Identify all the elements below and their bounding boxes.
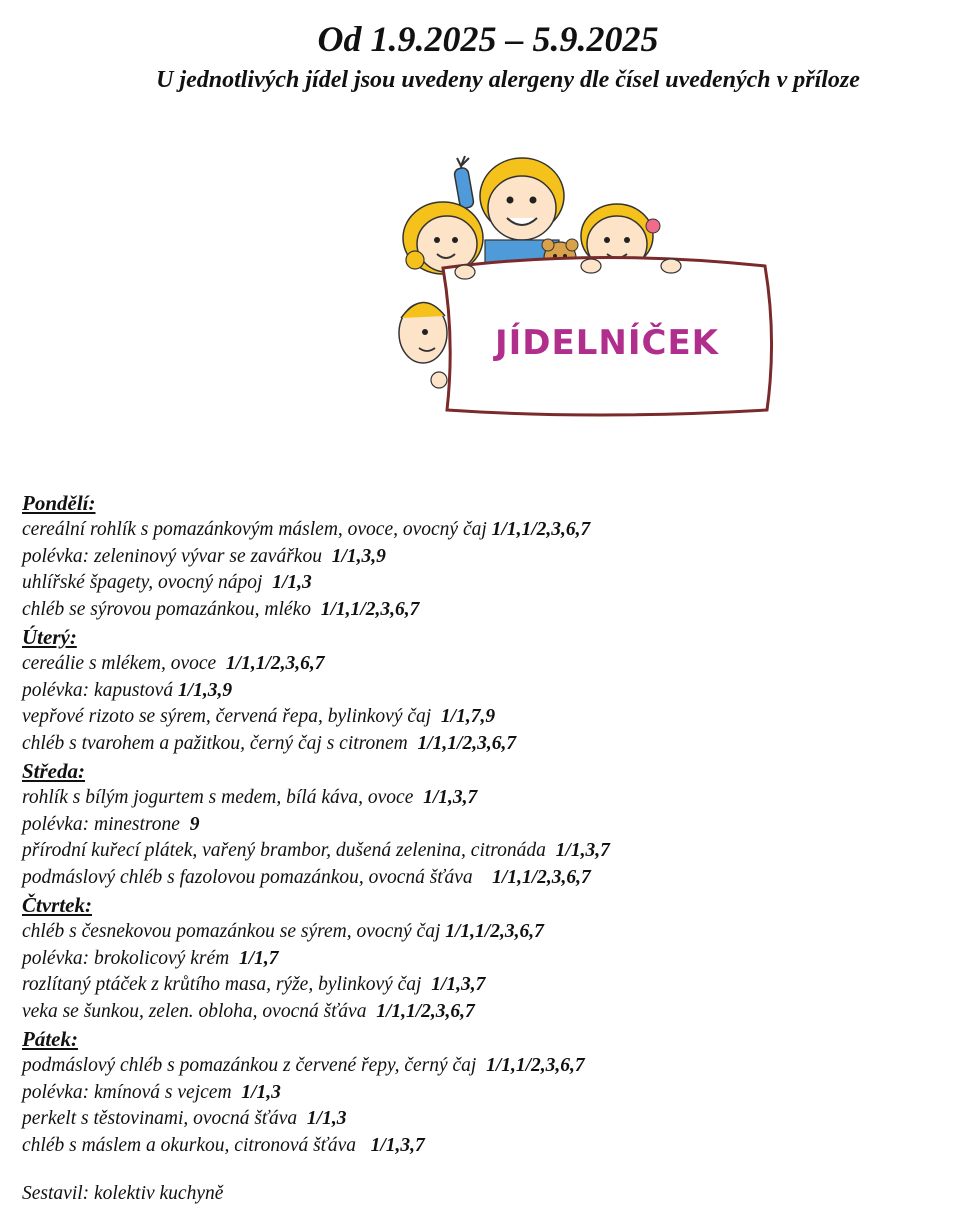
menu-item-text: veka se šunkou, zelen. obloha, ovocná šťáva: [22, 1001, 377, 1023]
page-subtitle: U jednotlivých jídel jsou uvedeny alergeny dle čísel uvedených v příloze: [156, 67, 860, 93]
page-title: Od 1.9.2025 – 5.9.2025: [317, 19, 659, 59]
menu-item: [22, 1106, 962, 1133]
menu-item-text: chléb se sýrovou pomazánkou, mléko: [22, 599, 321, 621]
allergen-codes: 1/1,7: [238, 947, 279, 969]
menu-item: [22, 1053, 962, 1080]
menu-item-text: polévka: minestrone: [22, 813, 190, 835]
allergen-codes: 1/1,1/2,3,6,7: [320, 599, 420, 621]
allergen-codes: 1/1,3,7: [370, 1135, 425, 1157]
menu-item-text: přírodní kuřecí plátek, vařený brambor, dušená zelenina, citronáda: [22, 840, 556, 862]
allergen-codes: 1/1,1/2,3,6,7: [225, 652, 325, 674]
menu-item: [22, 785, 962, 812]
menu-item-text: perkelt s těstovinami, ovocná šťáva: [22, 1108, 307, 1130]
allergen-codes: 1/1,3: [306, 1108, 347, 1130]
menu-item: [22, 999, 962, 1026]
menu-item: [22, 651, 962, 678]
allergen-codes: 1/1,3,9: [331, 545, 386, 567]
menu-item: [22, 1133, 962, 1160]
menu-item: [22, 1080, 962, 1107]
logo-text: JÍDELNÍČEK: [494, 323, 720, 363]
footer-author: Sestavil: kolektiv kuchyně: [22, 1183, 224, 1204]
allergen-codes: 1/1,1/2,3,6,7: [445, 920, 544, 942]
weekly-menu: [22, 490, 962, 1160]
allergen-codes: 1/1,3,7: [431, 974, 486, 996]
menu-item: [22, 517, 962, 544]
day-heading: Úterý:: [22, 624, 77, 649]
menu-item-text: chléb s česnekovou pomazánkou se sýrem, ovocný čaj: [22, 920, 446, 942]
day-heading: Pondělí:: [22, 491, 96, 515]
allergen-codes: 1/1,3: [241, 1081, 281, 1103]
allergen-codes: 1/1,1/2,3,6,7: [486, 1054, 585, 1076]
menu-item: [22, 731, 962, 758]
menu-item-text: podmáslový chléb s fazolovou pomazánkou, ovocná šťáva: [22, 867, 493, 889]
allergen-codes: 1/1,1/2,3,6,7: [376, 1001, 475, 1023]
allergen-codes: 9: [189, 813, 200, 835]
jidelnicek-logo: [395, 148, 790, 426]
menu-item: [22, 678, 962, 705]
menu-item-text: chléb s máslem a okurkou, citronová šťáva: [22, 1135, 371, 1157]
menu-item-text: polévka: kapustová: [22, 679, 178, 701]
day-heading: Čtvrtek:: [22, 892, 92, 917]
allergen-codes: 1/1,3,9: [177, 679, 233, 701]
menu-item: [22, 946, 962, 973]
menu-item-text: polévka: zeleninový vývar se zavářkou: [22, 545, 332, 567]
day-heading: Středa:: [22, 758, 85, 783]
menu-item: [22, 544, 962, 571]
allergen-codes: 1/1,1/2,3,6,7: [491, 518, 591, 540]
allergen-codes: 1/1,3,7: [423, 786, 478, 808]
menu-item: [22, 812, 962, 839]
allergen-codes: 1/1,3,7: [555, 840, 610, 862]
menu-item: [22, 972, 962, 999]
menu-item: [22, 704, 962, 731]
menu-item: [22, 838, 962, 865]
menu-item-text: cereální rohlík s pomazánkovým máslem, ovoce, ovocný čaj: [22, 518, 492, 540]
menu-item-text: uhlířské špagety, ovocný nápoj: [22, 572, 273, 594]
allergen-codes: 1/1,1/2,3,6,7: [492, 867, 591, 889]
menu-item-text: cereálie s mlékem, ovoce: [22, 652, 226, 674]
menu-item-text: podmáslový chléb s pomazánkou z červené řepy, černý čaj: [22, 1054, 487, 1076]
allergen-codes: 1/1,3: [272, 572, 312, 594]
menu-item-text: vepřové rizoto se sýrem, červená řepa, bylinkový čaj: [22, 706, 441, 728]
menu-item-text: rohlík s bílým jogurtem s medem, bílá káva, ovoce: [22, 786, 424, 808]
menu-item: [22, 570, 962, 597]
menu-item-text: rozlítaný ptáček z krůtího masa, rýže, bylinkový čaj: [22, 974, 432, 996]
menu-item: [22, 865, 962, 892]
allergen-codes: 1/1,1/2,3,6,7: [417, 733, 517, 755]
menu-item: [22, 919, 962, 946]
menu-item: [22, 597, 962, 624]
menu-item-text: polévka: brokolicový krém: [22, 947, 239, 969]
day-heading: Pátek:: [22, 1026, 78, 1051]
menu-item-text: polévka: kmínová s vejcem: [22, 1081, 242, 1103]
allergen-codes: 1/1,7,9: [440, 706, 496, 728]
menu-item-text: chléb s tvarohem a pažitkou, černý čaj s citronem: [22, 733, 418, 755]
